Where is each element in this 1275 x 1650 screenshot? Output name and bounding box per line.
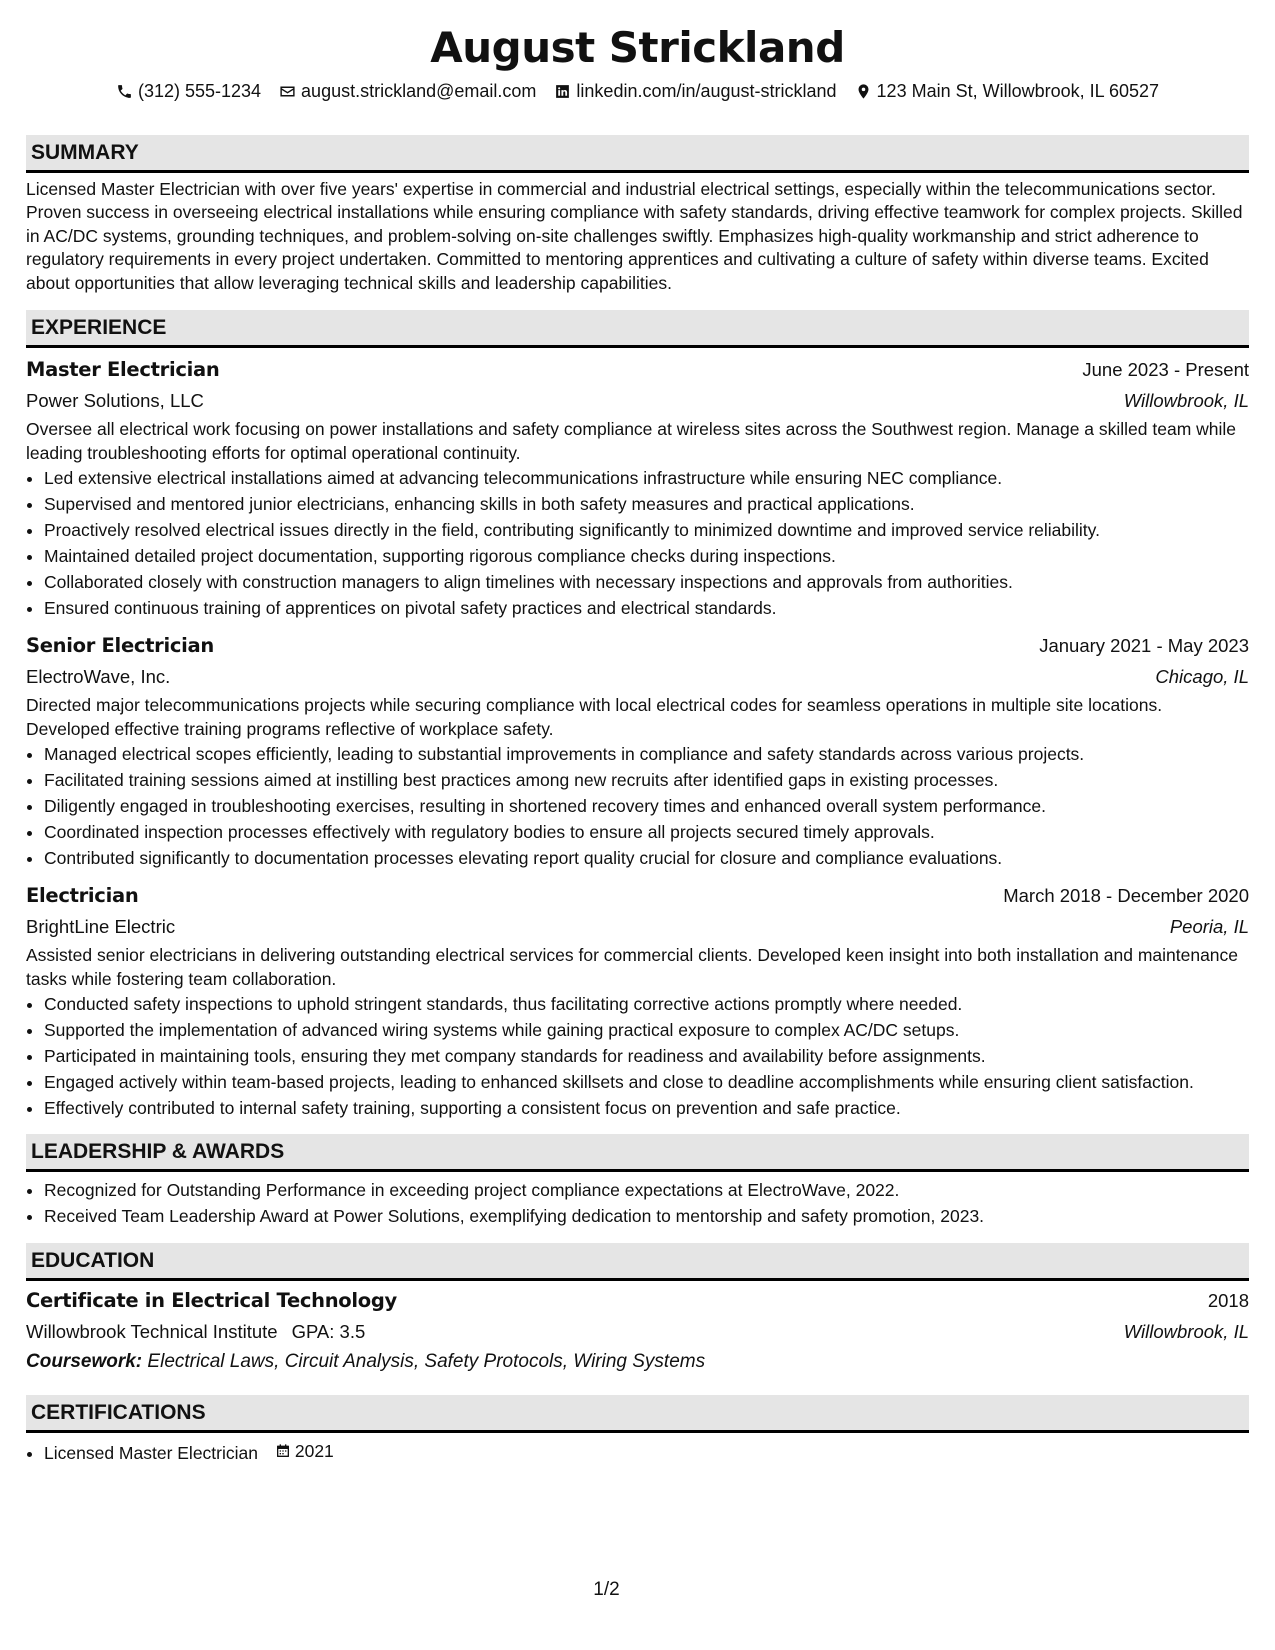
list-item: • Ensured continuous training of apprentices on pivotal safety practices and electrical standards. [44, 596, 1249, 620]
list-item: • Coordinated inspection processes effectively with regulatory bodies to ensure all projects secured timely approvals. [44, 820, 1249, 844]
list-item: • Conducted safety inspections to uphold stringent standards, thus facilitating corrective actions promptly where needed. [44, 992, 1249, 1016]
degree-title: Certificate in Electrical Technology [26, 1289, 397, 1313]
list-item: • Participated in maintaining tools, ensuring they met company standards for readiness and availability before assignments. [44, 1044, 1249, 1068]
page-number: 1/2 [593, 1579, 620, 1600]
calendar-icon [275, 1443, 291, 1459]
job-location: Willowbrook, IL [1123, 390, 1249, 412]
phone-text: (312) 555-1234 [137, 81, 262, 101]
job-company: BrightLine Electric [26, 916, 176, 938]
certification-name: Licensed Master Electrician [44, 1443, 258, 1464]
contact-address [855, 78, 1159, 104]
section-heading: EDUCATION [26, 1243, 1249, 1281]
list-item: • Supported the implementation of advanced wiring systems while gaining practical exposure to complex AC/DC setups. [44, 1018, 1249, 1042]
job-company: Power Solutions, LLC [26, 390, 204, 412]
list-item: • Contributed significantly to documentation processes elevating report quality crucial for closure and compliance evaluations. [44, 846, 1249, 870]
email-text: august.strickland@email.com [301, 81, 537, 101]
resume-header [26, 20, 1249, 104]
certification-date [275, 1439, 334, 1463]
job-description: Oversee all electrical work focusing on power installations and safety compliance at wireless sites across the Southwest region. Manage a skilled team while leading troubleshooting efforts for optimal operational continuity. [26, 419, 1237, 463]
list-item: • Facilitated training sessions aimed at instilling best practices among new recruits after identified gaps in existing processes. [44, 768, 1249, 792]
list-item: • Supervised and mentored junior electricians, enhancing skills in both safety measures and practical applications. [44, 492, 1249, 516]
list-item: • Maintained detailed project documentation, supporting rigorous compliance checks during inspections. [44, 544, 1249, 568]
list-item: • Managed electrical scopes efficiently, leading to substantial improvements in compliance and safety standards across various projects. [44, 742, 1249, 766]
graduation-year: 2018 [1207, 1290, 1249, 1312]
map-pin-icon [855, 83, 872, 100]
list-item: • Collaborated closely with construction managers to align timelines with necessary inspections and approvals from authorities. [44, 570, 1249, 594]
job-entry [26, 354, 1249, 620]
gpa: GPA: 3.5 [291, 1321, 366, 1343]
list-item: • Recognized for Outstanding Performance in exceeding project compliance expectations at ElectroWave, 2022. [44, 1178, 1249, 1202]
list-item: • Diligently engaged in troubleshooting exercises, resulting in shortened recovery times and enhanced overall system performance. [44, 794, 1249, 818]
list-item: • Effectively contributed to internal safety training, supporting a consistent focus on prevention and safe practice. [44, 1096, 1249, 1120]
job-entry [26, 630, 1249, 870]
coursework-label: Coursework: [26, 1351, 143, 1373]
section-heading: LEADERSHIP & AWARDS [26, 1134, 1249, 1172]
section-heading: SUMMARY [26, 135, 1249, 173]
job-bullets [26, 992, 1249, 1120]
linkedin-text: linkedin.com/in/august-strickland [576, 81, 837, 101]
contact-linkedin[interactable] [554, 78, 836, 104]
list-item: • Engaged actively within team-based projects, leading to enhanced skillsets and close to deadline accomplishments while ensuring client satisfaction. [44, 1070, 1249, 1094]
envelope-icon [279, 83, 296, 100]
linkedin-icon [554, 83, 571, 100]
contact-email[interactable] [279, 78, 536, 104]
coursework [26, 1347, 1249, 1377]
job-description: Assisted senior electricians in delivering outstanding electrical services for commercial clients. Developed keen insight into both installation and maintenance tasks while fostering team collaboration. [26, 945, 1239, 989]
contact-phone [116, 78, 261, 104]
experience-section [26, 310, 1249, 1120]
job-description: Directed major telecommunications projects while securing compliance with local electrical codes for seamless operations in multiple site locations. Developed effective training programs reflective of workplace safety. [26, 695, 1163, 739]
coursework-list: Electrical Laws, Circuit Analysis, Safety Protocols, Wiring Systems [147, 1351, 706, 1373]
contact-bar [26, 78, 1249, 104]
certifications-list [26, 1439, 1249, 1465]
awards-list [26, 1178, 1249, 1228]
summary-text: Licensed Master Electrician with over five years' expertise in commercial and industrial electrical settings, especially within the telecommunications sector. Proven success in overseeing electrical installations while ensuring compliance with safety standards, driving effective teamwork for complex projects. Skilled in AC/DC systems, grounding techniques, and problem-solving on-site challenges swiftly. Emphasizes high-quality workmanship and strict adherence to regulatory requirements in every project undertaken. Committed to mentoring apprentices and cultivating a culture of safety within diverse teams. Excited about opportunities that allow leveraging technical skills and leadership capabilities. [26, 179, 1243, 293]
summary-section [26, 135, 1249, 295]
address-text: 123 Main St, Willowbrook, IL 60527 [876, 81, 1160, 101]
job-title: Senior Electrician [26, 634, 214, 658]
list-item: • Received Team Leadership Award at Power Solutions, exemplifying dedication to mentorship and safety promotion, 2023. [44, 1204, 1249, 1228]
section-heading: EXPERIENCE [26, 310, 1249, 348]
certification-year: 2021 [294, 1441, 334, 1462]
job-dates: January 2021 - May 2023 [1039, 635, 1249, 657]
certifications-section [26, 1395, 1249, 1465]
job-dates: June 2023 - Present [1082, 359, 1249, 381]
leadership-section [26, 1134, 1249, 1228]
job-company: ElectroWave, Inc. [26, 666, 171, 688]
job-entry [26, 880, 1249, 1120]
job-location: Peoria, IL [1169, 916, 1249, 938]
candidate-name: August Strickland [430, 23, 845, 72]
job-dates: March 2018 - December 2020 [1003, 885, 1249, 907]
school-name: Willowbrook Technical Institute [26, 1321, 278, 1343]
job-title: Electrician [26, 884, 139, 908]
job-bullets [26, 466, 1249, 620]
job-location: Chicago, IL [1155, 666, 1249, 688]
job-title: Master Electrician [26, 358, 220, 382]
list-item: • Proactively resolved electrical issues directly in the field, contributing significantly to minimized downtime and improved service reliability. [44, 518, 1249, 542]
school-location: Willowbrook, IL [1123, 1321, 1249, 1343]
list-item [44, 1439, 1249, 1465]
section-heading: CERTIFICATIONS [26, 1395, 1249, 1433]
job-bullets [26, 742, 1249, 870]
phone-icon [116, 83, 133, 100]
resume-page [26, 20, 1249, 1467]
education-section [26, 1243, 1249, 1377]
list-item: • Led extensive electrical installations aimed at advancing telecommunications infrastructure while ensuring NEC compliance. [44, 466, 1249, 490]
